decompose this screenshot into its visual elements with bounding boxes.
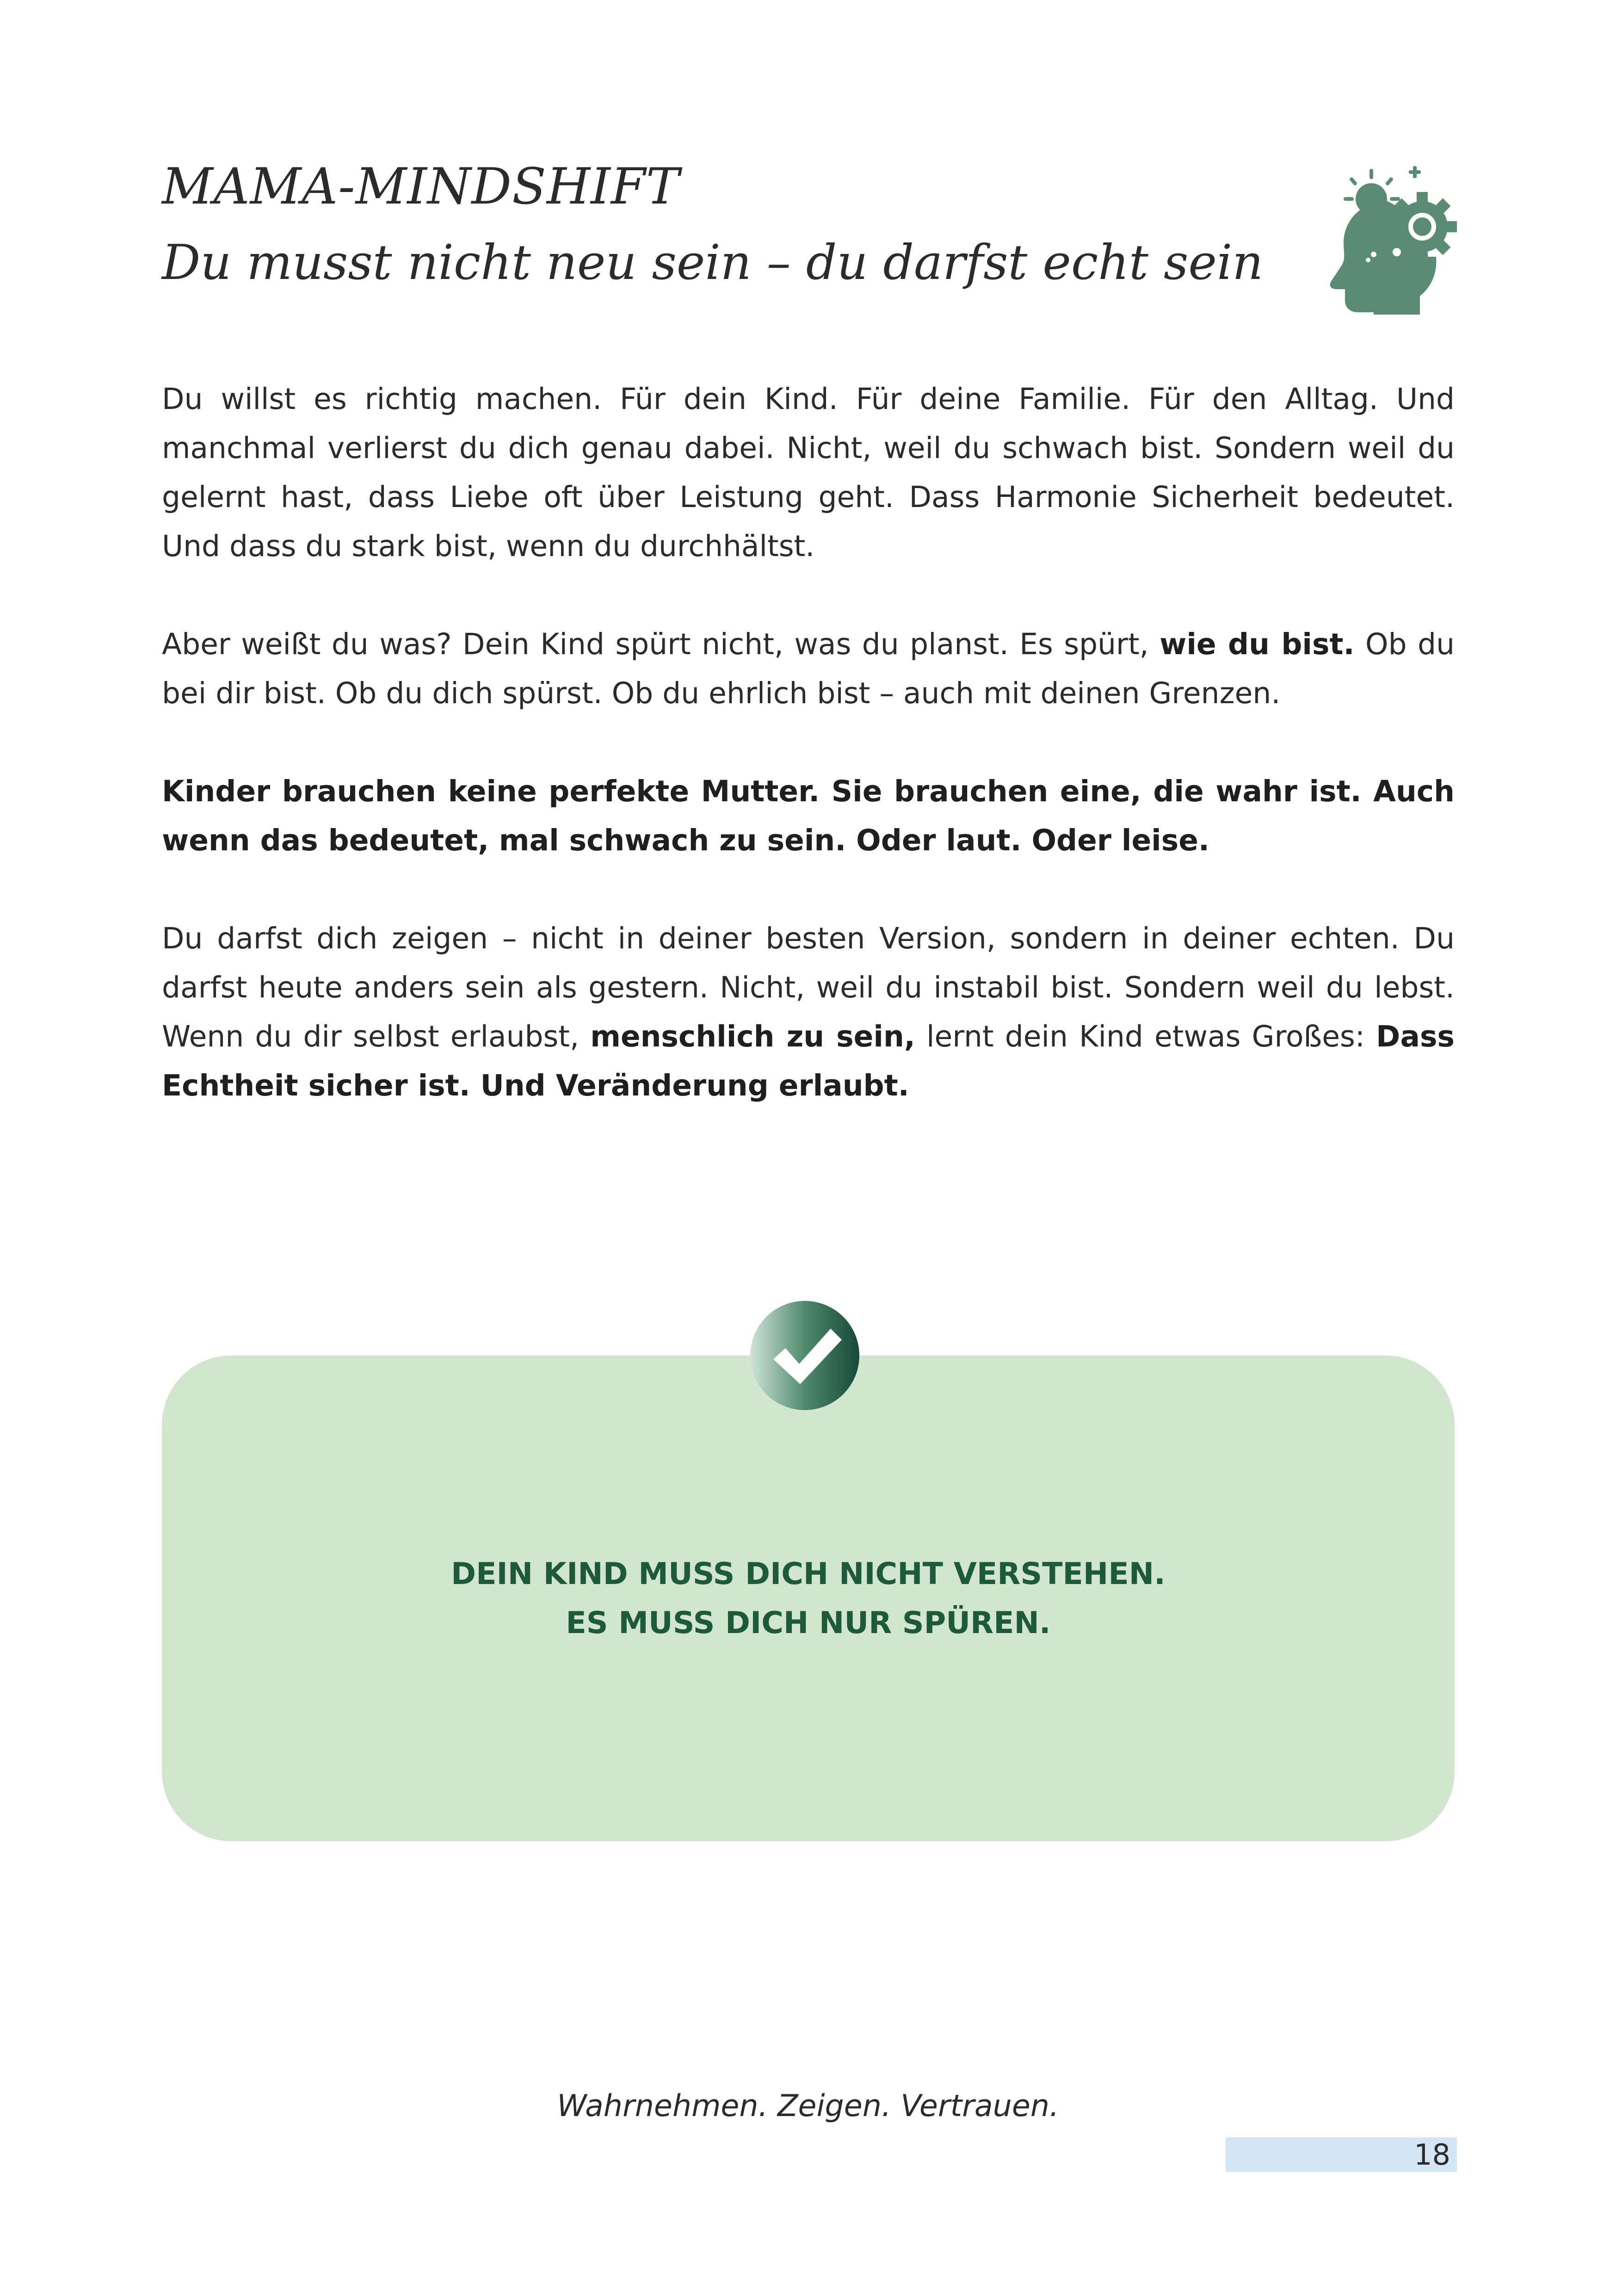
paragraph-1: Du willst es richtig machen. Für dein Kind. Für deine Familie. Für den Alltag. Und manchmal verlierst du dich genau dabei. Nicht, weil du schwach bist. Sondern weil du gelernt hast, dass Liebe oft über Leistung geht. Dass Harmonie Sicherheit bedeutet. Und dass du stark bist, wenn du durchhältst. — [162, 382, 1455, 563]
callout-line-2: ES MUSS DICH NUR SPÜREN. — [566, 1606, 1051, 1640]
paragraph-4: Du darfst dich zeigen – nicht in deiner besten Version, sondern in deiner echten. Du darfst heute anders sein als gestern. Nicht, weil du instabil bist. Sondern weil du lebst. Wenn du dir selbst erlaubst, menschlich zu sein, lernt dein Kind etwas Großes: Dass Echtheit sicher ist. Und Veränderung erlaubt. — [162, 922, 1455, 1102]
callout-box — [162, 1355, 1455, 1841]
callout-text — [162, 1550, 1455, 1648]
page-number-box — [1226, 2137, 1457, 2172]
page-subtitle: Du musst nicht neu sein – du darfst echt sein — [162, 234, 1264, 291]
callout-line-1: DEIN KIND MUSS DICH NICHT VERSTEHEN. — [451, 1557, 1166, 1591]
mindset-head-gears-icon — [1318, 157, 1466, 315]
page-title: MAMA-MINDSHIFT — [162, 158, 680, 216]
paragraph-3: Kinder brauchen keine perfekte Mutter. Sie brauchen eine, die wahr ist. Auch wenn das bedeutet, mal schwach zu sein. Oder laut. Oder leise. — [162, 774, 1455, 857]
paragraph-2: Aber weißt du was? Dein Kind spürt nicht, was du planst. Es spürt, wie du bist. Ob du bei dir bist. Ob du dich spürst. Ob du ehrlich bist – auch mit deinen Grenzen. — [162, 627, 1455, 710]
footer-quote: Wahrnehmen. Zeigen. Vertrauen. — [557, 2089, 1059, 2123]
page-number: 18 — [1414, 2138, 1450, 2172]
checkmark-icon — [749, 1300, 860, 1411]
body-text — [162, 375, 1455, 1159]
